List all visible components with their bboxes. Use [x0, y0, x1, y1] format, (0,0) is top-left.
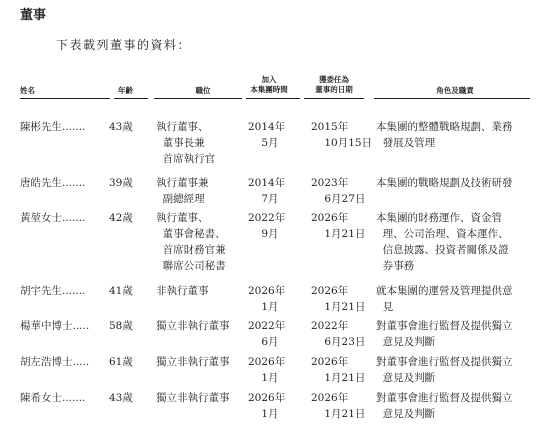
director-appoint-date: 2026年 1月21日	[311, 392, 366, 420]
director-roles: 本集團的財務運作、資金管 理、公司治理、資本運作、 信息披露、投資者關係及證 券事務	[376, 212, 509, 272]
director-age: 43歲	[109, 121, 133, 133]
director-appoint-date: 2022年 6月23日	[311, 320, 366, 348]
director-age: 61歲	[109, 356, 133, 368]
director-name: 黃堃女士.......	[20, 212, 86, 224]
header-underline	[20, 98, 110, 99]
director-join-date: 2026年 1月	[248, 285, 286, 313]
director-age: 41歲	[109, 285, 133, 297]
director-join-date: 2014年 7月	[248, 177, 286, 205]
director-join-date: 2026年 1月	[248, 356, 286, 384]
director-position: 執行董事、 董事會秘書、 首席財務官兼 聯席公司秘書	[156, 212, 226, 272]
director-name: 楊華中博士.....	[20, 320, 90, 332]
header-name: 姓名	[20, 86, 35, 95]
director-roles: 本集團的整體戰略規劃、業務 發展及管理	[376, 121, 513, 149]
director-age: 58歲	[109, 320, 133, 332]
director-appoint-date: 2015年 10月15日	[311, 121, 373, 149]
director-name: 胡左浩博士.....	[20, 356, 90, 368]
director-position: 執行董事、 董事長兼 首席執行官	[156, 121, 216, 165]
director-position: 非執行董事	[156, 285, 209, 297]
director-age: 39歲	[109, 177, 133, 189]
director-name: 陳彬先生.......	[20, 121, 86, 133]
director-join-date: 2022年 6月	[248, 320, 286, 348]
intro-text: 下表載列董事的資料：	[56, 38, 192, 52]
director-roles: 對董事會進行監督及提供獨立 意見及判斷	[376, 356, 513, 384]
header-position: 職位	[195, 86, 211, 95]
header-appoint-date: 獲委任為 董事的日期	[315, 75, 353, 94]
director-join-date: 2014年 5月	[248, 121, 286, 149]
director-roles: 本集團的戰略規劃及技術研發	[376, 177, 513, 189]
director-roles: 對董事會進行監督及提供獨立 意見及判斷	[376, 320, 513, 348]
director-appoint-date: 2026年 1月21日	[311, 356, 366, 384]
header-join-date: 加入 本集團時間	[250, 75, 288, 94]
header-underline	[114, 98, 148, 99]
director-position: 獨立非執行董事	[156, 392, 230, 404]
section-title: 董事	[20, 8, 47, 23]
director-name: 陳希女士.......	[20, 392, 86, 404]
director-age: 43歲	[109, 392, 133, 404]
header-roles: 角色及職責	[436, 86, 474, 95]
header-underline	[304, 98, 364, 99]
header-underline	[246, 98, 300, 99]
director-position: 獨立非執行董事	[156, 356, 230, 368]
director-name: 唐皓先生.......	[20, 177, 86, 189]
director-join-date: 2026年 1月	[248, 392, 286, 420]
director-age: 42歲	[109, 212, 133, 224]
director-position: 獨立非執行董事	[156, 320, 230, 332]
header-age: 年齡	[118, 86, 133, 95]
director-appoint-date: 2023年 6月27日	[311, 177, 366, 205]
header-underline	[374, 98, 530, 99]
header-underline	[154, 98, 242, 99]
director-roles: 就本集團的運營及管理提供意 見	[376, 285, 513, 313]
director-join-date: 2022年 9月	[248, 212, 286, 240]
director-position: 執行董事兼 副總經理	[156, 177, 209, 205]
director-roles: 對董事會進行監督及提供獨立 意見及判斷	[376, 392, 513, 420]
director-name: 胡宇先生.......	[20, 285, 86, 297]
director-appoint-date: 2026年 1月21日	[311, 212, 366, 240]
director-appoint-date: 2026年 1月21日	[311, 285, 366, 313]
